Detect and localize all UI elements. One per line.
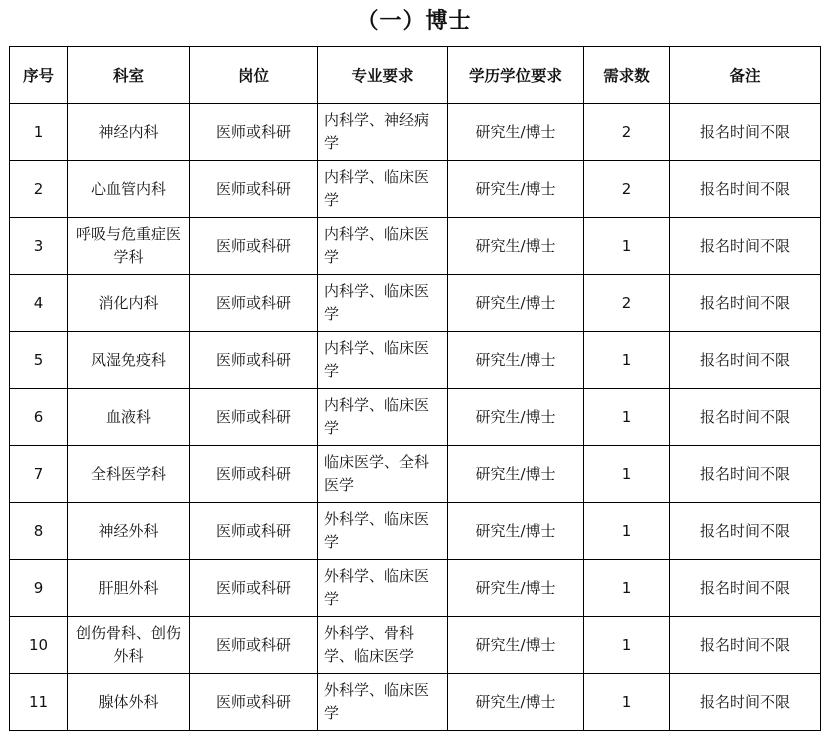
table-row — [10, 218, 821, 275]
cell-position: 医师或科研 — [190, 560, 318, 617]
cell-position: 医师或科研 — [190, 389, 318, 446]
cell-position: 医师或科研 — [190, 674, 318, 731]
cell-remark: 报名时间不限 — [670, 617, 821, 674]
cell-major: 内科学、临床医学 — [318, 161, 448, 218]
cell-department: 全科医学科 — [68, 446, 190, 503]
cell-count: 1 — [584, 218, 670, 275]
cell-count: 1 — [584, 332, 670, 389]
cell-degree: 研究生/博士 — [448, 503, 584, 560]
table-body — [10, 104, 821, 731]
cell-department: 消化内科 — [68, 275, 190, 332]
table-row — [10, 275, 821, 332]
cell-remark: 报名时间不限 — [670, 275, 821, 332]
cell-index: 8 — [10, 503, 68, 560]
table-row — [10, 446, 821, 503]
cell-degree: 研究生/博士 — [448, 617, 584, 674]
header-index: 序号 — [10, 47, 68, 104]
cell-position: 医师或科研 — [190, 275, 318, 332]
cell-index: 7 — [10, 446, 68, 503]
cell-department: 风湿免疫科 — [68, 332, 190, 389]
cell-degree: 研究生/博士 — [448, 389, 584, 446]
cell-degree: 研究生/博士 — [448, 161, 584, 218]
cell-degree: 研究生/博士 — [448, 560, 584, 617]
cell-index: 9 — [10, 560, 68, 617]
cell-major: 内科学、临床医学 — [318, 332, 448, 389]
header-count: 需求数 — [584, 47, 670, 104]
cell-department: 神经内科 — [68, 104, 190, 161]
cell-remark: 报名时间不限 — [670, 674, 821, 731]
cell-department: 神经外科 — [68, 503, 190, 560]
cell-index: 1 — [10, 104, 68, 161]
cell-degree: 研究生/博士 — [448, 104, 584, 161]
cell-index: 4 — [10, 275, 68, 332]
cell-count: 1 — [584, 560, 670, 617]
table-row — [10, 161, 821, 218]
cell-degree: 研究生/博士 — [448, 275, 584, 332]
header-row — [10, 47, 821, 104]
cell-position: 医师或科研 — [190, 446, 318, 503]
table-row — [10, 332, 821, 389]
header-remark: 备注 — [670, 47, 821, 104]
cell-remark: 报名时间不限 — [670, 104, 821, 161]
table-header — [10, 47, 821, 104]
cell-count: 2 — [584, 161, 670, 218]
cell-major: 内科学、临床医学 — [318, 275, 448, 332]
cell-remark: 报名时间不限 — [670, 332, 821, 389]
cell-department: 创伤骨科、创伤外科 — [68, 617, 190, 674]
cell-index: 3 — [10, 218, 68, 275]
cell-degree: 研究生/博士 — [448, 332, 584, 389]
cell-position: 医师或科研 — [190, 332, 318, 389]
cell-degree: 研究生/博士 — [448, 218, 584, 275]
cell-major: 外科学、临床医学 — [318, 503, 448, 560]
cell-major: 内科学、临床医学 — [318, 218, 448, 275]
cell-count: 1 — [584, 389, 670, 446]
cell-remark: 报名时间不限 — [670, 218, 821, 275]
cell-position: 医师或科研 — [190, 104, 318, 161]
header-position: 岗位 — [190, 47, 318, 104]
cell-index: 11 — [10, 674, 68, 731]
cell-degree: 研究生/博士 — [448, 674, 584, 731]
cell-position: 医师或科研 — [190, 161, 318, 218]
header-department: 科室 — [68, 47, 190, 104]
cell-remark: 报名时间不限 — [670, 503, 821, 560]
table-row — [10, 617, 821, 674]
cell-index: 2 — [10, 161, 68, 218]
cell-major: 外科学、临床医学 — [318, 560, 448, 617]
cell-department: 心血管内科 — [68, 161, 190, 218]
cell-department: 腺体外科 — [68, 674, 190, 731]
cell-major: 内科学、临床医学 — [318, 389, 448, 446]
cell-major: 外科学、骨科学、临床医学 — [318, 617, 448, 674]
table-row — [10, 389, 821, 446]
recruitment-table — [9, 46, 821, 731]
cell-index: 10 — [10, 617, 68, 674]
cell-remark: 报名时间不限 — [670, 389, 821, 446]
cell-count: 2 — [584, 275, 670, 332]
cell-major: 内科学、神经病学 — [318, 104, 448, 161]
cell-major: 临床医学、全科医学 — [318, 446, 448, 503]
cell-count: 1 — [584, 446, 670, 503]
cell-index: 5 — [10, 332, 68, 389]
section-title: （一）博士 — [356, 9, 472, 34]
table-row — [10, 104, 821, 161]
cell-degree: 研究生/博士 — [448, 446, 584, 503]
cell-position: 医师或科研 — [190, 617, 318, 674]
cell-count: 1 — [584, 617, 670, 674]
cell-count: 2 — [584, 104, 670, 161]
cell-department: 血液科 — [68, 389, 190, 446]
table-row — [10, 674, 821, 731]
cell-position: 医师或科研 — [190, 503, 318, 560]
cell-major: 外科学、临床医学 — [318, 674, 448, 731]
cell-department: 肝胆外科 — [68, 560, 190, 617]
cell-remark: 报名时间不限 — [670, 560, 821, 617]
table-row — [10, 503, 821, 560]
cell-count: 1 — [584, 674, 670, 731]
table-row — [10, 560, 821, 617]
header-degree: 学历学位要求 — [448, 47, 584, 104]
cell-department: 呼吸与危重症医学科 — [68, 218, 190, 275]
header-major: 专业要求 — [318, 47, 448, 104]
cell-count: 1 — [584, 503, 670, 560]
cell-index: 6 — [10, 389, 68, 446]
cell-remark: 报名时间不限 — [670, 161, 821, 218]
cell-remark: 报名时间不限 — [670, 446, 821, 503]
cell-position: 医师或科研 — [190, 218, 318, 275]
